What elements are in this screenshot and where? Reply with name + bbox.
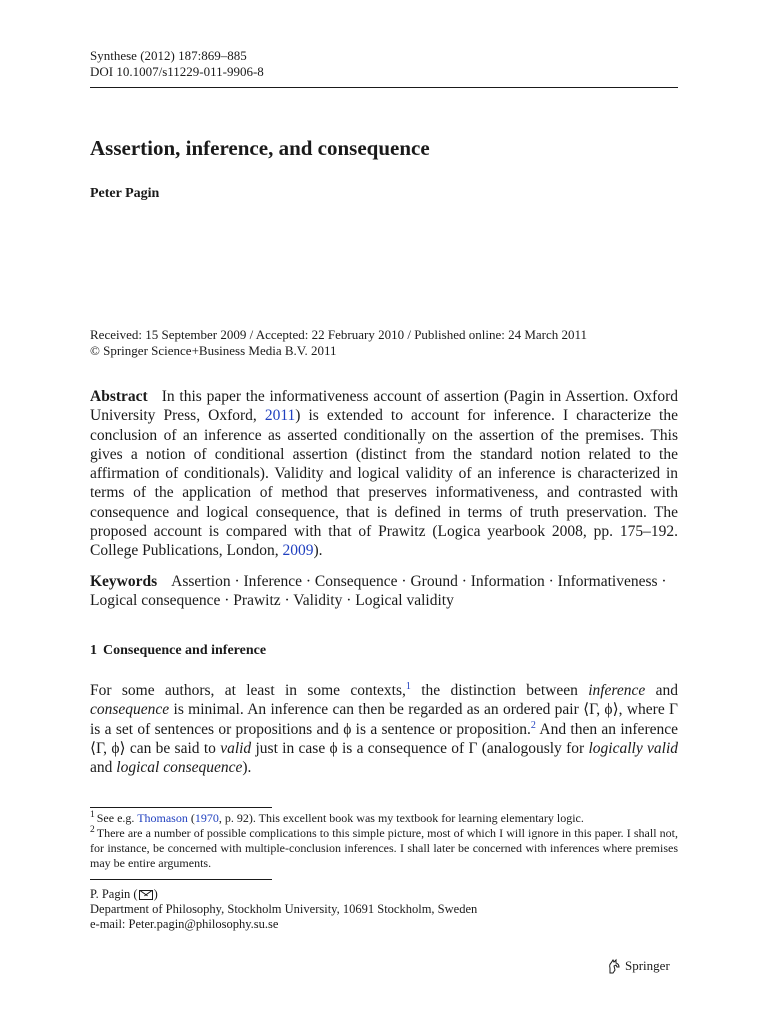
body-emphasis: consequence (90, 701, 170, 719)
footnote-text: See e.g. (96, 811, 138, 825)
footnote-text: There are a number of possible complications to this simple picture, most of which I will ignore in this paper. I shall not, for instance, be concerned with multiple-conclusion inferences. I shall later be concerned with inferences where premises may be entire arguments. (90, 826, 678, 870)
footnote-rule (90, 807, 272, 808)
footnote-text: , p. 92). This excellent book was my textbook for learning elementary logic. (218, 811, 584, 825)
header-rule (90, 87, 678, 88)
footnote-1 (90, 811, 678, 826)
abstract-label: Abstract (90, 388, 148, 405)
received-accepted-line: Received: 15 September 2009 / Accepted: 22 February 2010 / Published online: 24 March 2011 (90, 327, 588, 342)
abstract-text-2: ) is extended to account for inference. I characterize the conclusion of an inference as asserted conditionally on the assertion of the premises. This gives a notion of conditional assertion (distinct from the standard notion related to the affirmation of conditionals). Validity and logical validity of an inference is characterized in terms of the application of method that preserves informativeness, and contrasted with consequence and logical consequence, that is defined in terms of truth preservation. The proposed account is compared with that of Prawitz (Logica yearbook 2008, pp. 175–192. College Publications, London, (90, 407, 678, 560)
body-emphasis: valid (220, 739, 252, 757)
footnote-ref-1[interactable]: 1 (405, 680, 411, 692)
body-text: For some authors, at least in some contexts, (90, 682, 406, 699)
journal-citation: Synthese (2012) 187:869–885 (90, 48, 247, 63)
abstract-citation-2011[interactable]: 2011 (264, 407, 296, 425)
footnote-2 (90, 826, 678, 871)
section-heading (90, 643, 266, 659)
body-text: and (90, 759, 117, 777)
body-emphasis: logically valid (588, 739, 678, 757)
footnote-ref-2[interactable]: 2 (530, 719, 536, 731)
email: e-mail: Peter.pagin@philosophy.su.se (90, 917, 279, 931)
footnote-citation-1970[interactable]: 1970 (194, 811, 219, 825)
publisher-name: Springer (625, 958, 670, 973)
body-text: and (645, 682, 678, 699)
paper-title: Assertion, inference, and consequence (90, 136, 430, 160)
affiliation-rule (90, 879, 272, 880)
doi: DOI 10.1007/s11229-011-9906-8 (90, 64, 264, 79)
keywords-label: Keywords (90, 573, 158, 590)
abstract-text-1: In this paper the informativeness account of assertion (Pagin in Assertion. Oxford University Press, Oxford, (90, 388, 678, 425)
section-number: 1 (90, 643, 97, 658)
body-paragraph (90, 681, 678, 777)
footnote-text: ( (187, 811, 195, 825)
body-emphasis: logical consequence (116, 759, 243, 777)
body-text: is minimal. An inference can then be regarded as an ordered pair ⟨Γ, ϕ⟩, where Γ is a set of sentences or propositions and ϕ is a sentence or proposition. (90, 701, 678, 738)
correspondence-name: P. Pagin ( (90, 887, 138, 901)
publisher-logo (607, 958, 670, 974)
body-emphasis: inference (588, 682, 646, 699)
abstract-citation-2009[interactable]: 2009 (282, 542, 314, 560)
footnote-1-mark: 1 (90, 810, 95, 820)
body-text: the distinction between (410, 682, 589, 699)
body-text: ). (242, 759, 252, 777)
publication-dates (90, 327, 587, 359)
footnote-citation-thomason[interactable]: Thomason (137, 811, 188, 825)
springer-horse-icon (607, 958, 621, 974)
correspondence-bracket: ) (153, 887, 158, 901)
keywords (90, 572, 678, 611)
department: Department of Philosophy, Stockholm University, 10691 Stockholm, Sweden (90, 902, 478, 916)
author-name: Peter Pagin (90, 186, 160, 201)
keywords-list: Assertion · Inference · Consequence · Ground · Information · Informativeness · Logical consequence · Prawitz · Validity · Logical validity (90, 573, 667, 610)
section-title: Consequence and inference (103, 643, 267, 658)
journal-header (90, 48, 264, 80)
abstract-text-3: ). (313, 542, 323, 560)
abstract (90, 387, 678, 561)
body-text: And then an inference ⟨Γ, ϕ⟩ can be said to (90, 720, 678, 757)
affiliation (90, 887, 477, 932)
body-text: just in case ϕ is a consequence of Γ (analogously for (251, 739, 589, 757)
footnotes (90, 811, 678, 871)
footnote-2-mark: 2 (90, 825, 95, 835)
copyright-line: © Springer Science+Business Media B.V. 2011 (90, 343, 337, 358)
envelope-icon (139, 890, 153, 900)
correspondence-author (90, 887, 477, 902)
